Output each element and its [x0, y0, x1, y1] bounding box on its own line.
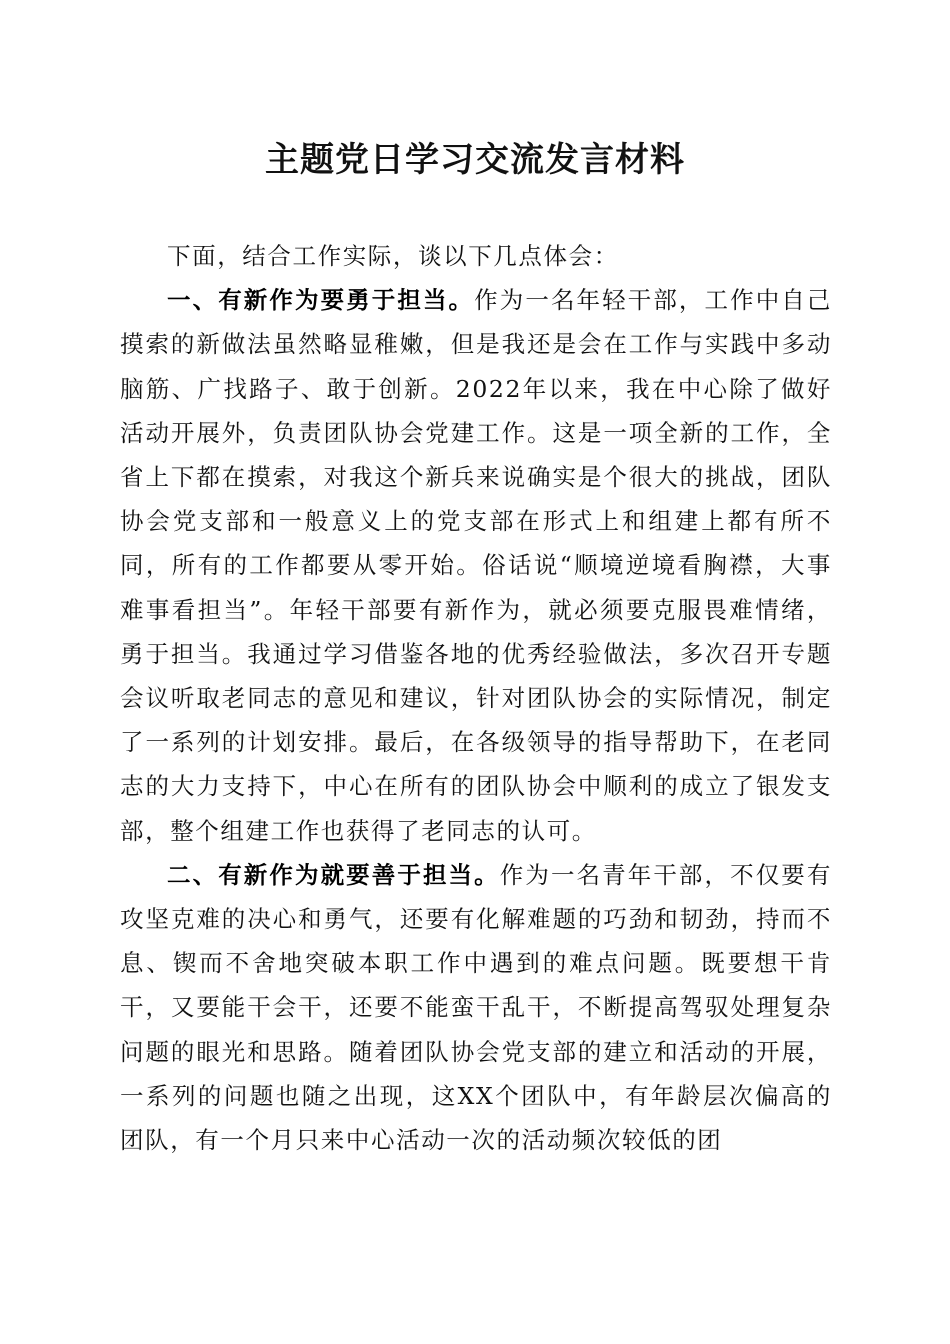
section-text-1: 作为一名年轻干部，工作中自己摸索的新做法虽然略显稚嫩，但是我还是会在工作与实践中多动脑筋、广找路子、敢于创新。2022年以来，我在中心除了做好活动开展外，负责团队协会党建工作。这是一项全新的工作，全省上下都在摸索，对我这个新兵来说确实是个很大的挑战，团队协会党支部和一般意义上的党支部在形式上和组建上都有所不同，所有的工作都要从零开始。俗话说“顺境逆境看胸襟，大事难事看担当”。年轻干部要有新作为，就必须要克服畏难情绪，勇于担当。我通过学习借鉴各地的优秀经验做法，多次召开专题会议听取老同志的意见和建议，针对团队协会的实际情况，制定了一系列的计划安排。最后，在各级领导的指导帮助下，在老同志的大力支持下，中心在所有的团队协会中顺利的成立了银发支部，整个组建工作也获得了老同志的认可。: [120, 286, 832, 845]
document-title: 主题党日学习交流发言材料: [265, 140, 685, 180]
intro-paragraph: 下面，结合工作实际，谈以下几点体会：: [167, 242, 619, 270]
document-body: [120, 234, 832, 1162]
section-heading-2: 二、有新作为就要善于担当。: [167, 860, 500, 889]
section-heading-1: 一、有新作为要勇于担当。: [167, 286, 475, 315]
section-paragraph-2: [120, 853, 832, 1162]
section-paragraph-1: [120, 278, 832, 853]
section-text-2: 作为一名青年干部，不仅要有攻坚克难的决心和勇气，还要有化解难题的巧劲和韧劲，持而不息、锲而不舍地突破本职工作中遇到的难点问题。既要想干肯干，又要能干会干，还要不能蛮干乱干，不断提高驾驭处理复杂问题的眼光和思路。随着团队协会党支部的建立和活动的开展，一系列的问题也随之出现，这XX个团队中，有年龄层次偏高的团队，有一个月只来中心活动一次的活动频次较低的团: [120, 860, 832, 1155]
